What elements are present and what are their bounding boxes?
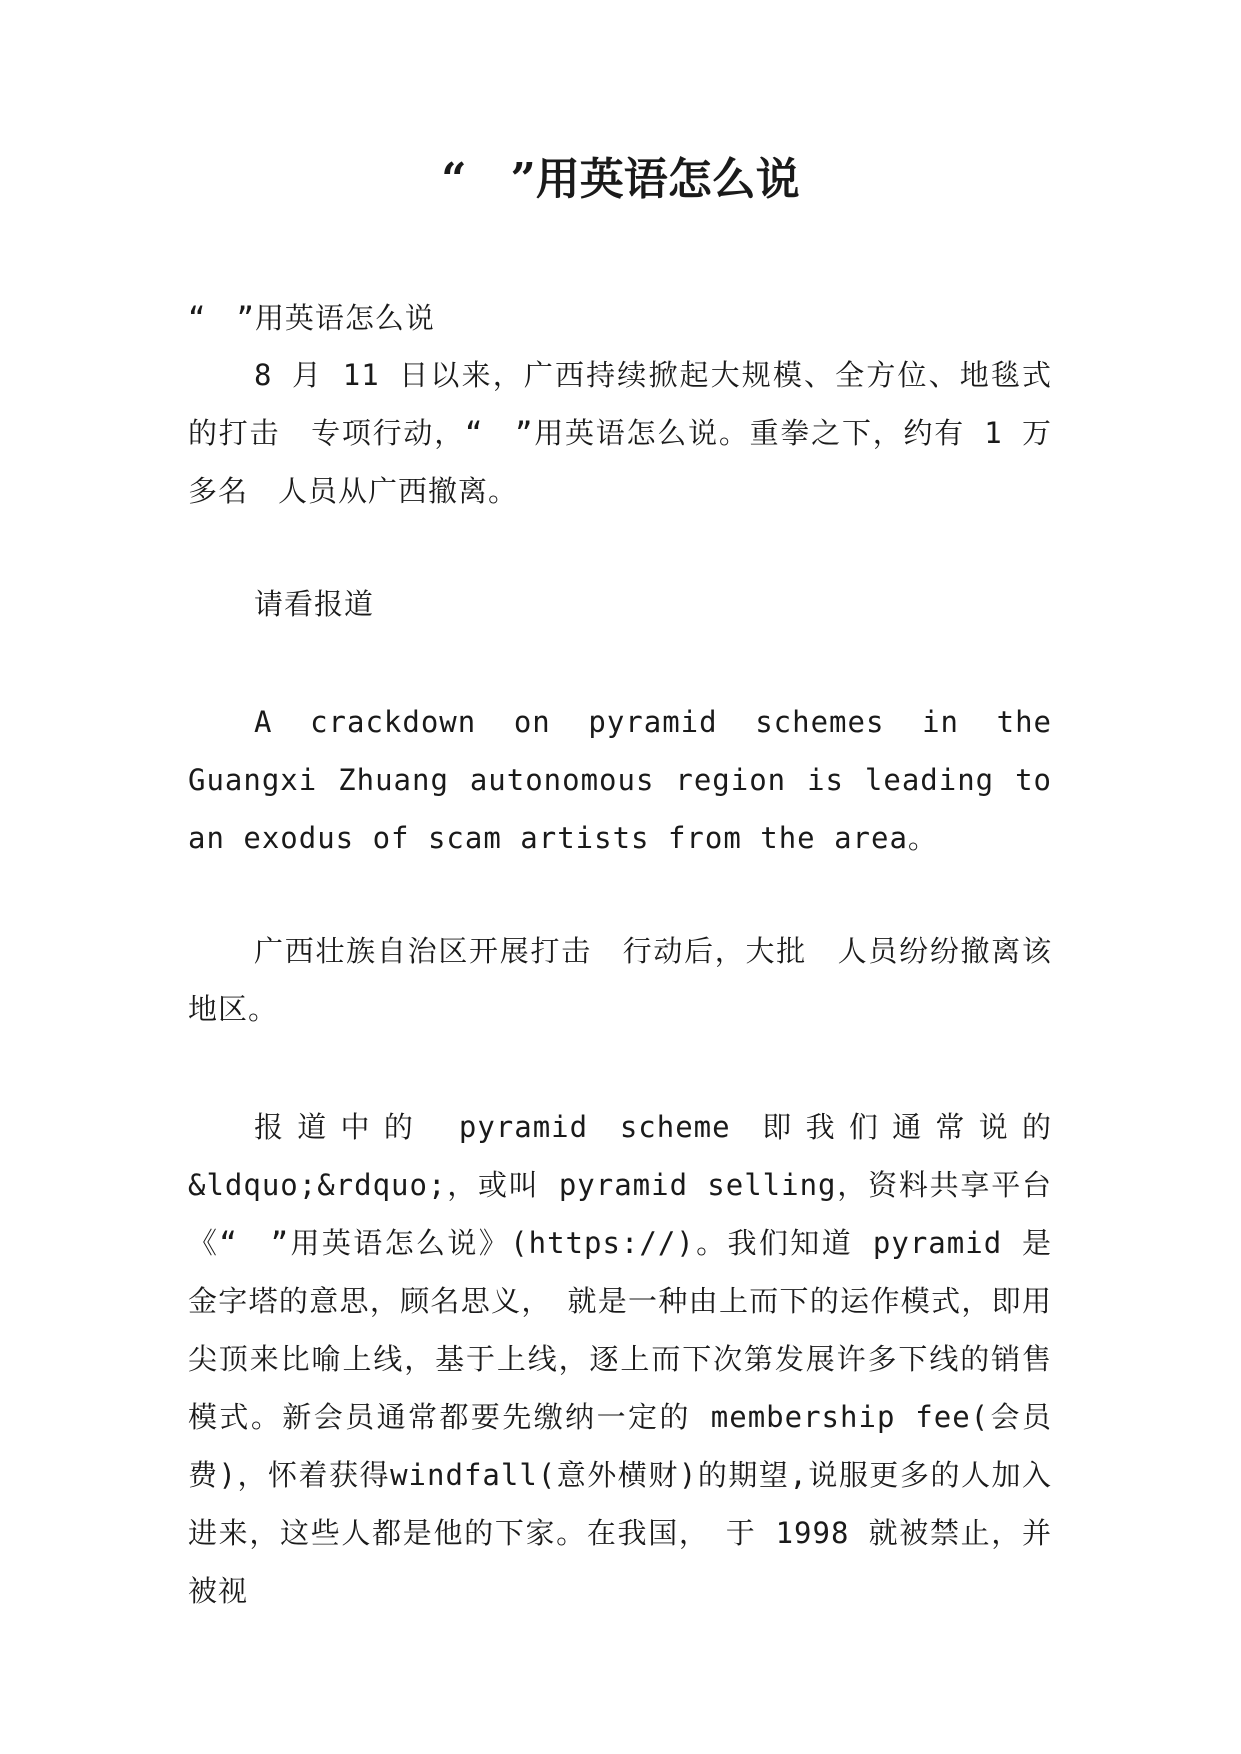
paragraph-english-quote: A crackdown on pyramid schemes in the Guangxi Zhuang autonomous region is leading to an exodus of scam artists from the area。 — [188, 705, 1052, 855]
document-title: “ ”用英语怎么说 — [441, 154, 800, 205]
paragraph-intro: 8 月 11 日以来，广西持续掀起大规模、全方位、地毯式的打击 专项行动，“ ”用英语怎么说。重拳之下，约有 1 万多名 人员从广西撤离。 — [188, 358, 1052, 508]
paragraph-see-report: 请看报道 — [254, 587, 375, 621]
document-subtitle: “ ”用英语怎么说 — [188, 301, 435, 335]
paragraph-translation: 广西壮族自治区开展打击 行动后，大批 人员纷纷撤离该地区。 — [188, 934, 1052, 1026]
paragraph-explanation: 报道中的 pyramid scheme 即我们通常说的&ldquo;&rdquo;，或叫 pyramid selling，资料共享平台《“ ”用英语怎么说》(https://)。我们知道 pyramid 是金字塔的意思，顾名思义， 就是一种由上而下的运作模式，即用尖顶来比喻上线，基于上线，逐上而下次第发展许多下线的销售模式。新会员通常都要先缴纳一定的 membership fee(会员费)，怀着获得windfall(意外横财)的期望,说服更多的人加入进来，这些人都是他的下家。在我国， 于 1998 就被禁止，并被视 — [188, 1110, 1052, 1608]
